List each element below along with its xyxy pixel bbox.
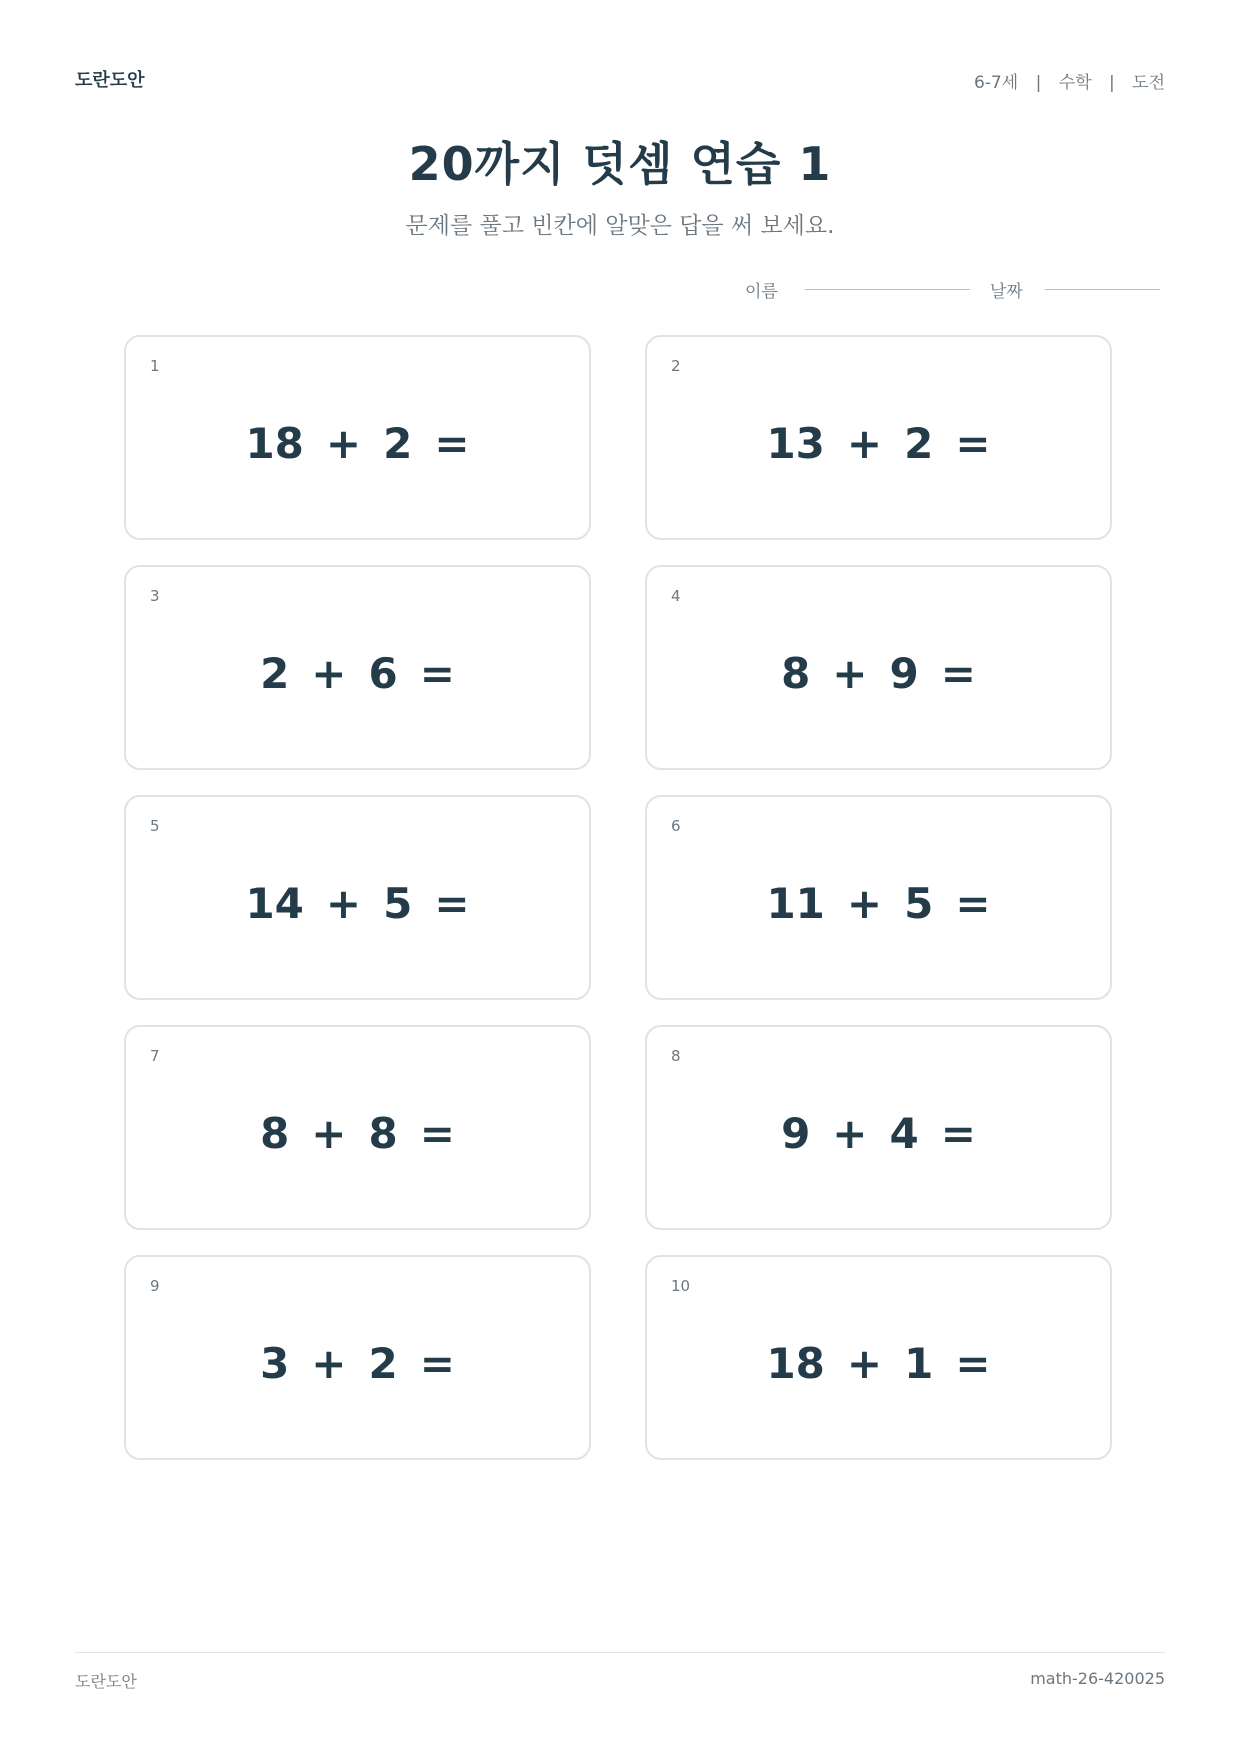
equals-sign: = xyxy=(419,1109,455,1158)
problem-number: 4 xyxy=(671,587,681,605)
operand-b: 8 xyxy=(368,1109,398,1158)
operand-b: 5 xyxy=(904,879,934,928)
meta-subject: 수학 xyxy=(1058,73,1092,93)
operand-b: 5 xyxy=(383,879,413,928)
problem-equation xyxy=(647,879,1110,928)
problem-equation xyxy=(647,419,1110,468)
operator-plus: + xyxy=(832,1109,868,1158)
problem-number: 2 xyxy=(671,357,681,375)
operator-plus: + xyxy=(311,1109,347,1158)
problem-number: 6 xyxy=(671,817,681,835)
problem-number: 10 xyxy=(671,1277,691,1295)
equals-sign: = xyxy=(434,419,470,468)
footer-divider xyxy=(75,1652,1165,1653)
operator-plus: + xyxy=(325,879,362,928)
operand-a: 18 xyxy=(766,1339,825,1388)
operand-b: 6 xyxy=(368,649,398,698)
equals-sign: = xyxy=(955,879,991,928)
brand-logo-text: 도란도안 xyxy=(75,70,145,91)
operand-b: 4 xyxy=(889,1109,919,1158)
page-subtitle: 문제를 풀고 빈칸에 알맞은 답을 써 보세요. xyxy=(405,213,835,239)
equals-sign: = xyxy=(955,419,991,468)
equals-sign: = xyxy=(940,1109,976,1158)
problem-number: 3 xyxy=(150,587,160,605)
problem-card xyxy=(645,565,1112,770)
operand-a: 13 xyxy=(766,419,825,468)
problem-card xyxy=(124,795,591,1000)
operand-b: 2 xyxy=(368,1339,398,1388)
operator-plus: + xyxy=(832,649,868,698)
operand-a: 3 xyxy=(260,1339,290,1388)
operator-plus: + xyxy=(846,419,883,468)
operand-a: 14 xyxy=(245,879,304,928)
operand-b: 2 xyxy=(383,419,413,468)
meta-separator: | xyxy=(1035,73,1042,93)
problem-card xyxy=(124,335,591,540)
page-title: 20까지 덧셈 연습 1 xyxy=(408,137,832,191)
problem-equation xyxy=(126,419,589,468)
operand-b: 1 xyxy=(904,1339,934,1388)
operand-b: 9 xyxy=(889,649,919,698)
problem-card xyxy=(124,565,591,770)
equals-sign: = xyxy=(434,879,470,928)
operand-a: 8 xyxy=(781,649,811,698)
operand-a: 11 xyxy=(766,879,825,928)
problem-equation xyxy=(126,649,589,698)
name-label: 이름 xyxy=(745,282,778,302)
operand-a: 8 xyxy=(260,1109,290,1158)
operand-b: 2 xyxy=(904,419,934,468)
problem-number: 5 xyxy=(150,817,160,835)
operator-plus: + xyxy=(325,419,362,468)
problem-number: 1 xyxy=(150,357,160,375)
operator-plus: + xyxy=(846,1339,883,1388)
meta-separator: | xyxy=(1109,73,1115,93)
problem-equation xyxy=(126,879,589,928)
problem-number: 8 xyxy=(671,1047,681,1065)
problem-card xyxy=(645,1255,1112,1460)
date-field[interactable] xyxy=(1045,289,1160,290)
meta-level: 도전 xyxy=(1132,73,1165,93)
problem-equation xyxy=(647,1339,1110,1388)
footer-brand: 도란도안 xyxy=(75,1672,137,1691)
problem-card xyxy=(124,1255,591,1460)
problem-number: 7 xyxy=(150,1047,160,1065)
problem-card xyxy=(124,1025,591,1230)
meta-age: 6-7세 xyxy=(973,73,1019,93)
problem-card xyxy=(645,335,1112,540)
equals-sign: = xyxy=(955,1339,991,1388)
operator-plus: + xyxy=(311,649,347,698)
date-label: 날짜 xyxy=(990,282,1023,302)
equals-sign: = xyxy=(419,649,455,698)
problem-number: 9 xyxy=(150,1277,160,1295)
problem-card xyxy=(645,1025,1112,1230)
problem-card xyxy=(645,795,1112,1000)
problem-equation xyxy=(647,649,1110,698)
operator-plus: + xyxy=(311,1339,347,1388)
problem-equation xyxy=(126,1339,589,1388)
operator-plus: + xyxy=(846,879,883,928)
operand-a: 2 xyxy=(260,649,290,698)
equals-sign: = xyxy=(940,649,976,698)
operand-a: 18 xyxy=(245,419,304,468)
footer-code: math-26-420025 xyxy=(1030,1669,1165,1688)
operand-a: 9 xyxy=(781,1109,811,1158)
name-field[interactable] xyxy=(805,289,970,290)
problem-equation xyxy=(126,1109,589,1158)
equals-sign: = xyxy=(419,1339,455,1388)
problem-equation xyxy=(647,1109,1110,1158)
worksheet-meta xyxy=(974,68,1165,93)
